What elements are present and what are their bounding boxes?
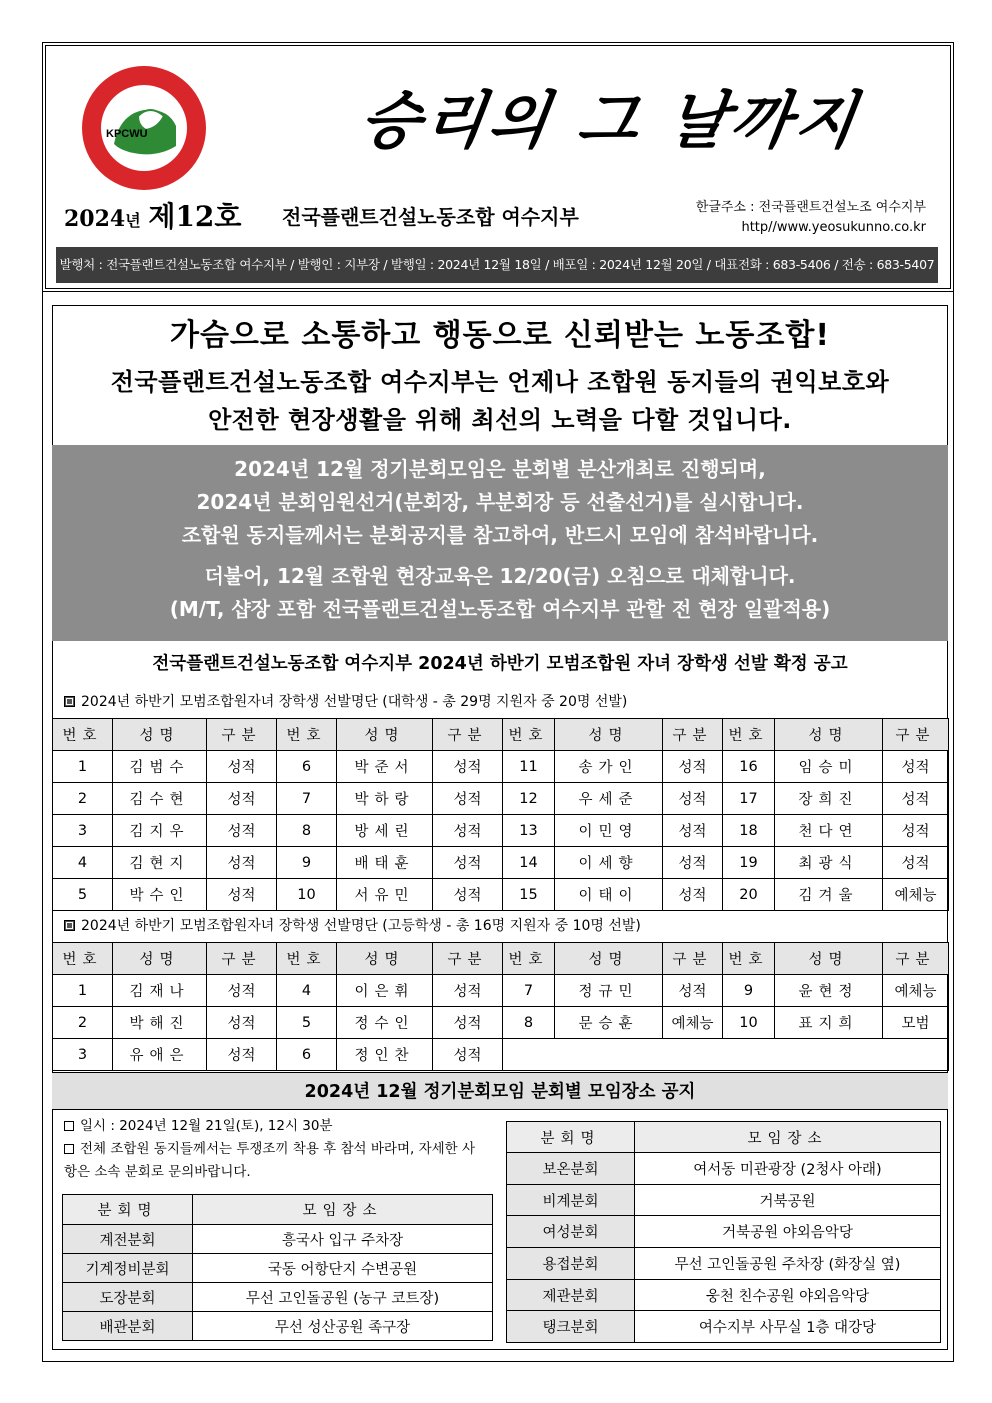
col-type: 구분 bbox=[207, 943, 277, 975]
cell-name: 김겨울 bbox=[775, 879, 883, 911]
meeting-place: 웅천 친수공원 야외음악당 bbox=[635, 1279, 941, 1311]
cell-name: 문승훈 bbox=[555, 1007, 663, 1039]
cell-type: 성적 bbox=[207, 1039, 277, 1071]
col-name: 성명 bbox=[337, 943, 433, 975]
col-place: 모임장소 bbox=[193, 1195, 493, 1225]
cell-name: 배태훈 bbox=[337, 847, 433, 879]
cell-type: 성적 bbox=[433, 1039, 503, 1071]
cell-name: 박수인 bbox=[113, 879, 207, 911]
col-no: 번호 bbox=[723, 943, 775, 975]
col-type: 구분 bbox=[433, 943, 503, 975]
col-name: 성명 bbox=[113, 943, 207, 975]
cell-no: 11 bbox=[503, 751, 555, 783]
branch-name: 제관분회 bbox=[507, 1279, 635, 1311]
cell-type: 성적 bbox=[663, 783, 723, 815]
col-type: 구분 bbox=[663, 943, 723, 975]
cell-name: 임승미 bbox=[775, 751, 883, 783]
col-no: 번호 bbox=[277, 719, 337, 751]
cell-no: 12 bbox=[503, 783, 555, 815]
cell-type: 성적 bbox=[883, 751, 949, 783]
cell-name: 김지우 bbox=[113, 815, 207, 847]
meeting-place: 거북공원 bbox=[635, 1184, 941, 1216]
cell-no: 2 bbox=[53, 1007, 113, 1039]
cell-no: 6 bbox=[277, 751, 337, 783]
cell-name: 장희진 bbox=[775, 783, 883, 815]
col-type: 구분 bbox=[663, 719, 723, 751]
cell-type: 성적 bbox=[663, 751, 723, 783]
col-type: 구분 bbox=[883, 943, 949, 975]
cell-no: 9 bbox=[277, 847, 337, 879]
cell-type: 성적 bbox=[883, 847, 949, 879]
cell-type: 성적 bbox=[207, 1007, 277, 1039]
meeting-notice bbox=[52, 445, 948, 641]
checkbox-square-icon bbox=[64, 1121, 74, 1131]
cell-type: 성적 bbox=[883, 815, 949, 847]
table-header-row bbox=[63, 1195, 493, 1225]
cell-type: 성적 bbox=[207, 751, 277, 783]
meeting-places-right bbox=[506, 1121, 941, 1343]
meeting-place: 무선 성산공원 족구장 bbox=[193, 1312, 493, 1341]
union-logo bbox=[80, 64, 208, 192]
slogan-line: 전국플랜트건설노동조합 여수지부는 언제나 조합원 동지들의 권익보호와 bbox=[110, 368, 890, 396]
meeting-place: 여서동 미관광장 (2청사 아래) bbox=[635, 1153, 941, 1185]
col-no: 번호 bbox=[503, 719, 555, 751]
cell-no: 10 bbox=[723, 1007, 775, 1039]
col-name: 성명 bbox=[775, 719, 883, 751]
union-name: 전국플랜트건설노동조합 여수지부 bbox=[282, 205, 579, 229]
branch-name: 여성분회 bbox=[507, 1216, 635, 1248]
table-row bbox=[507, 1153, 941, 1185]
cell-no: 3 bbox=[53, 815, 113, 847]
university-heading bbox=[64, 690, 627, 714]
cell-name: 박해진 bbox=[113, 1007, 207, 1039]
cell-no: 5 bbox=[53, 879, 113, 911]
cell-no: 2 bbox=[53, 783, 113, 815]
cell-type: 성적 bbox=[207, 879, 277, 911]
cell-no: 17 bbox=[723, 783, 775, 815]
col-type: 구분 bbox=[883, 719, 949, 751]
cell-name: 이민영 bbox=[555, 815, 663, 847]
table-row bbox=[507, 1311, 941, 1343]
cell-type: 성적 bbox=[433, 783, 503, 815]
col-branch: 분회명 bbox=[63, 1195, 193, 1225]
cell-name: 천다연 bbox=[775, 815, 883, 847]
cell-name: 방세린 bbox=[337, 815, 433, 847]
table-row bbox=[53, 783, 949, 815]
issue-year: 2024 bbox=[64, 206, 126, 232]
cell-name: 김범수 bbox=[113, 751, 207, 783]
issue-year-unit: 년 bbox=[125, 211, 141, 230]
meeting-place: 흥국사 입구 주차장 bbox=[193, 1225, 493, 1254]
branch-name: 용접분회 bbox=[507, 1248, 635, 1280]
slogan-headline: 가슴으로 소통하고 행동으로 신뢰받는 노동조합! bbox=[169, 318, 831, 353]
meeting-info bbox=[64, 1115, 484, 1184]
cell-name: 표지희 bbox=[775, 1007, 883, 1039]
cell-no: 6 bbox=[277, 1039, 337, 1071]
meeting-place: 국동 어항단지 수변공원 bbox=[193, 1254, 493, 1283]
cell-no: 1 bbox=[53, 975, 113, 1007]
branch-name: 보온분회 bbox=[507, 1153, 635, 1185]
logo-text: KPCWU bbox=[106, 128, 148, 140]
col-name: 성명 bbox=[555, 943, 663, 975]
cell-name: 정인찬 bbox=[337, 1039, 433, 1071]
col-name: 성명 bbox=[113, 719, 207, 751]
col-type: 구분 bbox=[207, 719, 277, 751]
table-row bbox=[53, 1007, 949, 1039]
cell-no: 7 bbox=[277, 783, 337, 815]
branch-name: 배관분회 bbox=[63, 1312, 193, 1341]
table-header-row bbox=[53, 719, 949, 751]
cell-no: 15 bbox=[503, 879, 555, 911]
cell-name: 정수인 bbox=[337, 1007, 433, 1039]
table-row bbox=[53, 751, 949, 783]
cell-name: 윤현정 bbox=[775, 975, 883, 1007]
cell-name: 박하랑 bbox=[337, 783, 433, 815]
cell-name: 송가인 bbox=[555, 751, 663, 783]
cell-type: 성적 bbox=[207, 975, 277, 1007]
cell-no: 18 bbox=[723, 815, 775, 847]
cell-name: 서유민 bbox=[337, 879, 433, 911]
cell-no: 9 bbox=[723, 975, 775, 1007]
notice-line: 2024년 12월 정기분회모임은 분회별 분산개최로 진행되며, bbox=[234, 457, 766, 481]
cell-name: 김현지 bbox=[113, 847, 207, 879]
cell-no: 10 bbox=[277, 879, 337, 911]
cell-no: 8 bbox=[277, 815, 337, 847]
meeting-note bbox=[64, 1138, 484, 1184]
meeting-place: 여수지부 사무실 1층 대강당 bbox=[635, 1311, 941, 1343]
cell-name: 정규민 bbox=[555, 975, 663, 1007]
table-row bbox=[63, 1225, 493, 1254]
cell-no: 8 bbox=[503, 1007, 555, 1039]
issue-number bbox=[64, 199, 241, 235]
table-header-row bbox=[53, 943, 949, 975]
cell-type: 예체능 bbox=[883, 975, 949, 1007]
cell-no: 19 bbox=[723, 847, 775, 879]
branch-name: 도장분회 bbox=[63, 1283, 193, 1312]
checkbox-square-icon bbox=[64, 1144, 74, 1154]
cell-type: 성적 bbox=[207, 783, 277, 815]
table-row bbox=[53, 975, 949, 1007]
meeting-places-title: 2024년 12월 정기분회모임 분회별 모임장소 공지 bbox=[52, 1072, 948, 1110]
cell-type: 성적 bbox=[433, 751, 503, 783]
table-row bbox=[53, 1039, 949, 1071]
col-no: 번호 bbox=[53, 719, 113, 751]
cell-type: 성적 bbox=[663, 847, 723, 879]
table-row bbox=[63, 1283, 493, 1312]
highschool-table bbox=[52, 942, 949, 1071]
cell-type: 성적 bbox=[433, 815, 503, 847]
meeting-place: 거북공원 야외음악당 bbox=[635, 1216, 941, 1248]
highschool-heading bbox=[64, 914, 641, 938]
cell-no: 7 bbox=[503, 975, 555, 1007]
notice-line: 더불어, 12월 조합원 현장교육은 12/20(금) 오침으로 대체합니다. bbox=[204, 564, 796, 588]
cell-type: 성적 bbox=[433, 879, 503, 911]
table-header-row bbox=[507, 1122, 941, 1153]
cell-name: 우세준 bbox=[555, 783, 663, 815]
col-no: 번호 bbox=[723, 719, 775, 751]
empty-cell bbox=[503, 1039, 949, 1071]
table-row bbox=[507, 1248, 941, 1280]
cell-type: 성적 bbox=[207, 847, 277, 879]
cell-no: 13 bbox=[503, 815, 555, 847]
cell-type: 성적 bbox=[433, 975, 503, 1007]
table-row bbox=[507, 1279, 941, 1311]
table-row bbox=[63, 1254, 493, 1283]
slogan-block bbox=[52, 305, 948, 439]
table-row bbox=[507, 1216, 941, 1248]
meeting-date bbox=[64, 1115, 484, 1138]
cell-name: 김재나 bbox=[113, 975, 207, 1007]
university-heading-text: 2024년 하반기 모범조합원자녀 장학생 선발명단 (대학생 - 총 29명 지원자 중 20명 선발) bbox=[81, 694, 628, 710]
cell-no: 5 bbox=[277, 1007, 337, 1039]
col-no: 번호 bbox=[277, 943, 337, 975]
bullet-box-icon bbox=[64, 696, 75, 707]
university-table bbox=[52, 718, 949, 911]
scholarship-title: 전국플랜트건설노동조합 여수지부 2024년 하반기 모범조합원 자녀 장학생 선발 확정 공고 bbox=[152, 654, 848, 674]
bullet-box-icon bbox=[64, 920, 75, 931]
col-no: 번호 bbox=[53, 943, 113, 975]
table-row bbox=[53, 879, 949, 911]
cell-type: 성적 bbox=[663, 815, 723, 847]
notice-line: 조합원 동지들께서는 분회공지를 참고하여, 반드시 모임에 참석바랍니다. bbox=[181, 523, 819, 547]
cell-type: 예체능 bbox=[883, 879, 949, 911]
cell-no: 4 bbox=[53, 847, 113, 879]
meeting-date-text: 일시 : 2024년 12월 21일(토), 12시 30분 bbox=[80, 1118, 333, 1134]
notice-line: (M/T, 샵장 포함 전국플랜트건설노동조합 여수지부 관할 전 현장 일괄적용) bbox=[169, 597, 831, 621]
cell-name: 최광식 bbox=[775, 847, 883, 879]
table-row bbox=[507, 1184, 941, 1216]
cell-name: 김수현 bbox=[113, 783, 207, 815]
notice-line: 2024년 분회임원선거(분회장, 부분회장 등 선출선거)를 실시합니다. bbox=[196, 490, 804, 514]
col-name: 성명 bbox=[555, 719, 663, 751]
col-name: 성명 bbox=[775, 943, 883, 975]
branch-name: 기계정비분회 bbox=[63, 1254, 193, 1283]
cell-name: 박준서 bbox=[337, 751, 433, 783]
branch-name: 탱크분회 bbox=[507, 1311, 635, 1343]
issue-prefix: 제 bbox=[148, 200, 176, 233]
cell-type: 성적 bbox=[663, 879, 723, 911]
address-line: 한글주소 : 전국플랜트건설노조 여수지부 bbox=[695, 200, 926, 215]
cell-no: 3 bbox=[53, 1039, 113, 1071]
address-block bbox=[696, 198, 926, 238]
table-row bbox=[63, 1312, 493, 1341]
branch-name: 비계분회 bbox=[507, 1184, 635, 1216]
cell-no: 14 bbox=[503, 847, 555, 879]
cell-no: 20 bbox=[723, 879, 775, 911]
meeting-note-text: 전체 조합원 동지들께서는 투쟁조끼 착용 후 참석 바라며, 자세한 사항은 소속 분회로 문의바랍니다. bbox=[64, 1141, 476, 1180]
col-no: 번호 bbox=[503, 943, 555, 975]
cell-type: 모범 bbox=[883, 1007, 949, 1039]
cell-type: 성적 bbox=[433, 847, 503, 879]
cell-no: 4 bbox=[277, 975, 337, 1007]
meeting-place: 무선 고인돌공원 주차장 (화장실 옆) bbox=[635, 1248, 941, 1280]
cell-type: 예체능 bbox=[663, 1007, 723, 1039]
cell-no: 16 bbox=[723, 751, 775, 783]
cell-type: 성적 bbox=[433, 1007, 503, 1039]
cell-name: 이은휘 bbox=[337, 975, 433, 1007]
cell-name: 이세향 bbox=[555, 847, 663, 879]
highschool-heading-text: 2024년 하반기 모범조합원자녀 장학생 선발명단 (고등학생 - 총 16명 지원자 중 10명 선발) bbox=[81, 918, 641, 934]
cell-type: 성적 bbox=[663, 975, 723, 1007]
publication-bar: 발행처 : 전국플랜트건설노동조합 여수지부 / 발행인 : 지부장 / 발행일 : 2024년 12월 18일 / 배포일 : 2024년 12월 20일 / 대표전화 : 683-5406 / 전송 : 683-5407 bbox=[56, 247, 938, 283]
col-branch: 분회명 bbox=[507, 1122, 635, 1153]
meeting-places-left bbox=[62, 1194, 493, 1341]
cell-type: 성적 bbox=[883, 783, 949, 815]
cell-name: 이태이 bbox=[555, 879, 663, 911]
cell-no: 1 bbox=[53, 751, 113, 783]
table-row bbox=[53, 847, 949, 879]
issue-unit: 호 bbox=[214, 200, 242, 233]
col-name: 성명 bbox=[337, 719, 433, 751]
issue-no: 12 bbox=[175, 200, 215, 233]
cell-name: 유애은 bbox=[113, 1039, 207, 1071]
table-row bbox=[53, 815, 949, 847]
website-url: http//www.yeosukunno.co.kr bbox=[741, 220, 926, 235]
cell-type: 성적 bbox=[207, 815, 277, 847]
meeting-place: 무선 고인돌공원 (농구 코트장) bbox=[193, 1283, 493, 1312]
slogan-line: 안전한 현장생활을 위해 최선의 노력을 다할 것입니다. bbox=[208, 406, 792, 434]
col-type: 구분 bbox=[433, 719, 503, 751]
branch-name: 계전분회 bbox=[63, 1225, 193, 1254]
newsletter-title: 승리의 그 날까지 bbox=[355, 84, 865, 157]
col-place: 모임장소 bbox=[635, 1122, 941, 1153]
